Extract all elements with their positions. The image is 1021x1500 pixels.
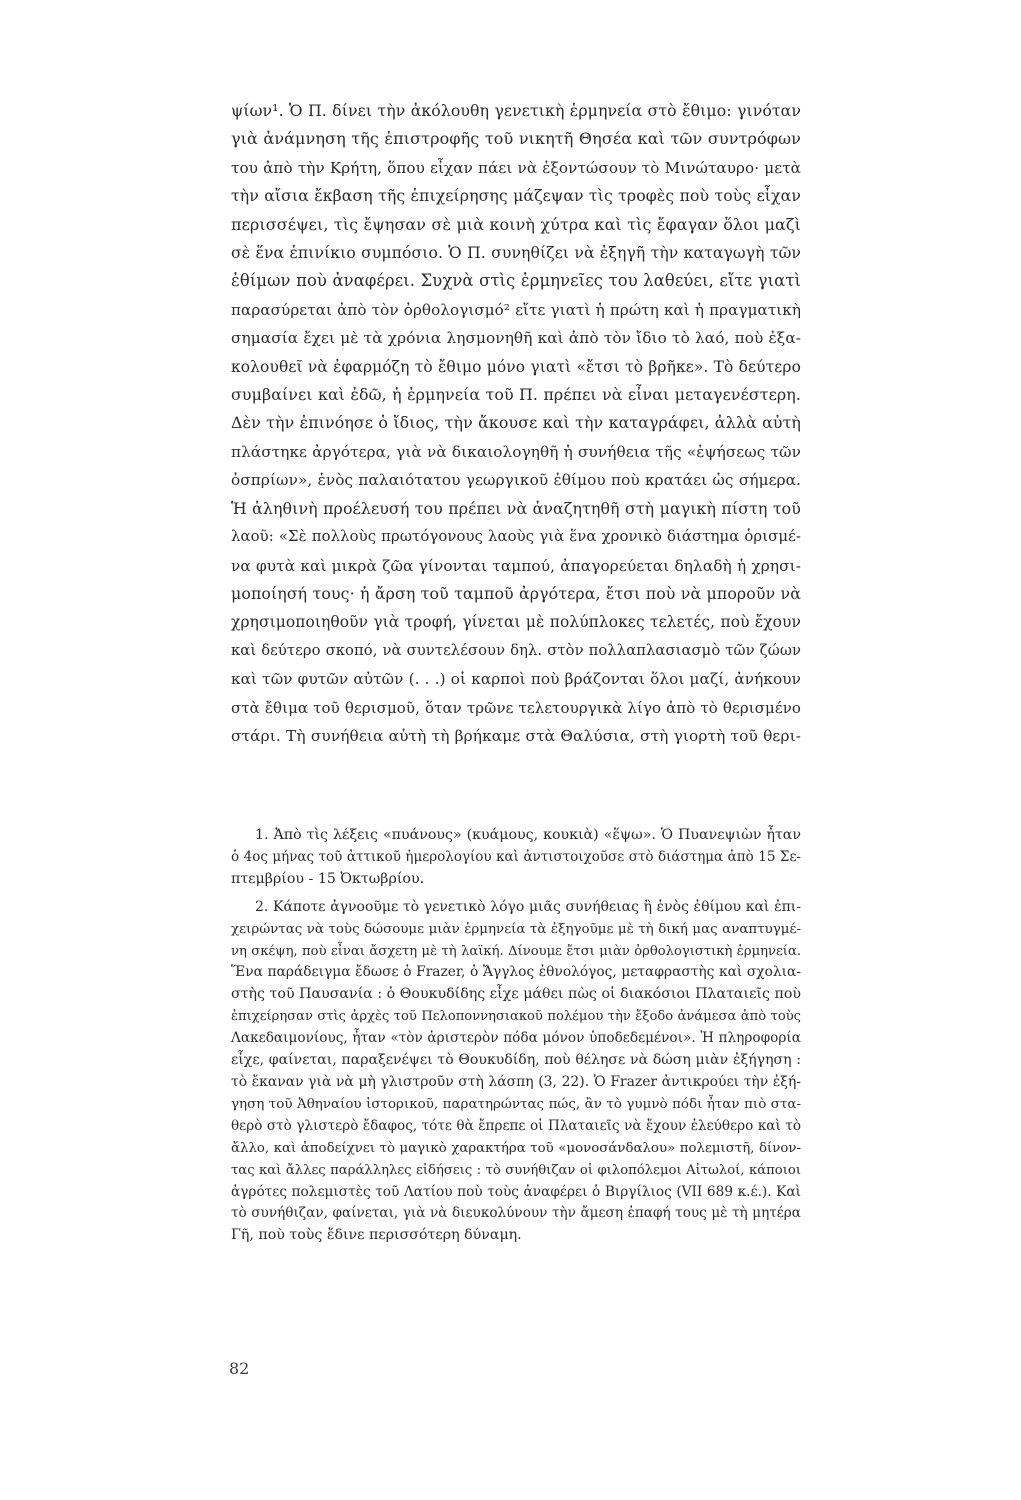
footnote-1 xyxy=(231,825,801,891)
footnote-line: γηση τοῦ Ἀθηναίου ἱστορικοῦ, παρατηρώντας πώς, ἂν τὸ γυμνὸ πόδι ἦταν πιὸ στα- xyxy=(231,1096,801,1112)
text-line: ψίων¹. Ὁ Π. δίνει τὴν ἀκόλουθη γενετικὴ ἑρμηνεία στὸ ἔθιμο: γινόταν xyxy=(231,101,801,120)
footnote-line: Ἕνα παράδειγμα ἔδωσε ὁ Frazer, ὁ Ἄγγλος ἐθνολόγος, μεταφραστὴς καὶ σχολια- xyxy=(231,964,801,981)
footnote-line: χειρώντας νὰ τοὺς δώσουμε μιὰν ἑρμηνεία τὰ ἐξηγοῦμε μὲ τὴ δική μας αναπτυγμέ- xyxy=(231,921,801,937)
footnote-line: 2. Κάποτε ἀγνοοῦμε τὸ γενετικὸ λόγο μιᾶς συνήθειας ἢ ἑνὸς ἐθίμου καὶ ἐπι- xyxy=(255,898,801,915)
text-line: χρησιμοποιηθοῦν γιὰ τροφή, γίνεται μὲ πολύπλοκες τελετές, ποὺ ἔχουν xyxy=(231,613,801,632)
text-line: του ἀπὸ τὴν Κρήτη, ὅπου εἶχαν πάει νὰ ἐξοντώσουν τὸ Μινώταυρο· μετὰ xyxy=(231,158,801,177)
text-line: κολουθεῖ νὰ ἐφαρμόζη τὸ ἔθιμο μόνο γιατὶ «ἔτσι τὸ βρῆκε». Τὸ δεύτερο xyxy=(231,357,801,376)
text-line: ἐθίμων ποὺ ἀναφέρει. Συχνὰ στὶς ἑρμηνεῖες του λαθεύει, εἴτε γιατὶ xyxy=(231,271,801,291)
text-line: συμβαίνει καὶ ἐδῶ, ἡ ἑρμηνεία τοῦ Π. πρέπει νὰ εἶναι μεταγενέστερη. xyxy=(231,385,801,405)
text-line: να φυτὰ καὶ μικρὰ ζῶα γίνονται ταμπού, ἀπαγορεύεται δηλαδὴ ἡ χρησι- xyxy=(231,556,801,575)
text-line: καὶ δεύτερο σκοπό, νὰ συντελέσουν δηλ. στὸν πολλαπλασιασμὸ τῶν ζώων xyxy=(231,641,801,659)
text-line: μοποίησή τους· ἡ ἄρση τοῦ ταμποῦ ἀργότερα, ἔτσι ποὺ νὰ μποροῦν νὰ xyxy=(231,583,801,603)
page-number: 82 xyxy=(229,1359,250,1378)
text-line: γιὰ ἀνάμνηση τῆς ἐπιστροφῆς τοῦ νικητῆ Θησέα καὶ τῶν συντρόφων xyxy=(231,129,801,149)
footnote-line: τας καὶ ἄλλες παράλληλες εἰδήσεις : τὸ συνήθιζαν οἱ φιλοπόλεμοι Αἰτωλοί, κάποιοι xyxy=(231,1162,801,1178)
footnote-line: νη σκέψη, ποὺ εἶναι ἄσχετη μὲ τὴ λαϊκή. Δίνουμε ἔτσι μιὰν ὀρθολογιστικὴ ἑρμηνεία. xyxy=(231,943,801,959)
footnote-line: Λακεδαιμονίους, ἦταν «τὸν ἀριστερὸν πόδα μόνον ὑποδεδεμένοι». Ἡ πληροφορία xyxy=(231,1030,801,1047)
footnote-line: ἐπιχείρησαν στὶς ἀρχὲς τοῦ Πελοποννησιακοῦ πολέμου τὴν ἔξοδο ἀνάμεσα ἀπὸ τοὺς xyxy=(231,1009,801,1025)
footnote-line: θερὸ στὸ γλιστερὸ ἔδαφος, τότε θὰ ἔπρεπε οἱ Πλαταιεῖς νὰ ἔχουν ἐλεύθερο καὶ τὸ xyxy=(231,1117,801,1134)
text-line: λαοῦ: «Σὲ πολλοὺς πρωτόγονους λαοὺς γιὰ ἕνα χρονικὸ διάστημα ὁρισμέ- xyxy=(231,528,801,546)
text-line: πλάστηκε ἀργότερα, γιὰ νὰ δικαιολογηθῆ ἡ συνήθεια τῆς «ἑψήσεως τῶν xyxy=(231,442,801,461)
text-line: σημασία ἔχει μὲ τὰ χρόνια λησμονηθῆ καὶ ἀπὸ τὸν ἴδιο τὸ λαό, ποὺ ἐξα- xyxy=(231,329,801,348)
text-line: Δὲν τὴν ἐπινόησε ὁ ἴδιος, τὴν ἄκουσε καὶ τὴν καταγράφει, ἀλλὰ αὐτὴ xyxy=(231,413,801,433)
footnote-line: εἶχε, φαίνεται, παραξενέψει τὸ Θουκυδίδη, ποὺ θέλησε νὰ δώση μιὰν ἐξήγηση : xyxy=(231,1052,801,1069)
text-line: σὲ ἕνα ἐπινίκιο συμπόσιο. Ὁ Π. συνηθίζει νὰ ἐξηγῆ τὴν καταγωγὴ τῶν xyxy=(231,244,801,263)
footnote-line: πτεμβρίου - 15 Ὀκτωβρίου. xyxy=(231,870,425,887)
footnote-line: Γῆ, ποὺ τοὺς ἔδινε περισσότερη δύναμη. xyxy=(231,1227,522,1244)
main-text-block xyxy=(231,97,801,750)
footnote-line: 1. Ἀπὸ τὶς λέξεις «πυάνους» (κυάμους, κουκιὰ) «ἕψω». Ὁ Πυανεψιὼν ἦταν xyxy=(255,827,801,843)
footnote-line: ὁ 4ος μήνας τοῦ ἀττικοῦ ἡμερολογίου καὶ ἀντιστοιχοῦσε στὸ διάστημα ἀπὸ 15 Σε- xyxy=(231,848,801,865)
footnote-line: ἄλλο, καὶ ἀποδείχνει τὸ μαγικὸ χαρακτήρα τοῦ «μονοσάνδαλου» πολεμιστῆ, δίνον- xyxy=(231,1140,801,1156)
footnote-2 xyxy=(231,897,801,1248)
text-line: καὶ τῶν φυτῶν αὐτῶν (. . .) οἱ καρποὶ ποὺ βράζονται ὅλοι μαζί, ἀνήκουν xyxy=(231,670,801,689)
text-line: τὴν αἴσια ἔκβαση τῆς ἐπιχείρησης μάζεψαν τὶς τροφὲς ποὺ τοὺς εἶχαν xyxy=(231,186,801,206)
footnote-line: τὸ συνήθιζαν, φαίνεται, γιὰ νὰ διευκολύνουν τὴν ἄμεση ἐπαφή τους μὲ τὴ μητέρα xyxy=(231,1205,801,1222)
text-line: στὰ ἔθιμα τοῦ θερισμοῦ, ὅταν τρῶνε τελετουργικὰ λίγο ἀπὸ τὸ θερισμένο xyxy=(231,698,801,717)
footnote-line: ἀγρότες πολεμιστὲς τοῦ Λατίου ποὺ τοὺς ἀναφέρει ὁ Βιργίλιος (VII 689 κ.έ.). Καὶ xyxy=(231,1183,801,1200)
text-line: περισσέψει, τὶς ἔψησαν σὲ μιὰ κοινὴ χύτρα καὶ τὶς ἔφαγαν ὅλοι μαζὶ xyxy=(231,214,801,234)
text-line: Ἡ ἀληθινὴ προέλευσή του πρέπει νὰ ἀναζητηθῆ στὴ μαγικὴ πίστη τοῦ xyxy=(231,498,801,518)
footnotes-block xyxy=(231,825,801,1253)
text-line: παρασύρεται ἀπὸ τὸν ὀρθολογισμό² εἴτε γιατὶ ἡ πρώτη καὶ ἡ πραγματικὴ xyxy=(231,300,801,319)
footnote-line: στὴς τοῦ Παυσανία : ὁ Θουκυδίδης εἶχε μάθει πὼς οἱ διακόσιοι Πλαταιεῖς ποὺ xyxy=(231,986,801,1003)
text-line: στάρι. Τὴ συνήθεια αὐτὴ τὴ βρήκαμε στὰ Θαλύσια, στὴ γιορτὴ τοῦ θερι- xyxy=(231,726,801,745)
footnote-line: τὸ ἔκαναν γιὰ νὰ μὴ γλιστροῦν στὴ λάσπη (3, 22). Ὁ Frazer ἀντικρούει τὴν ἐξή- xyxy=(231,1073,801,1090)
text-line: ὀσπρίων», ἑνὸς παλαιότατου γεωργικοῦ ἐθίμου ποὺ κρατάει ὡς σήμερα. xyxy=(231,471,801,490)
